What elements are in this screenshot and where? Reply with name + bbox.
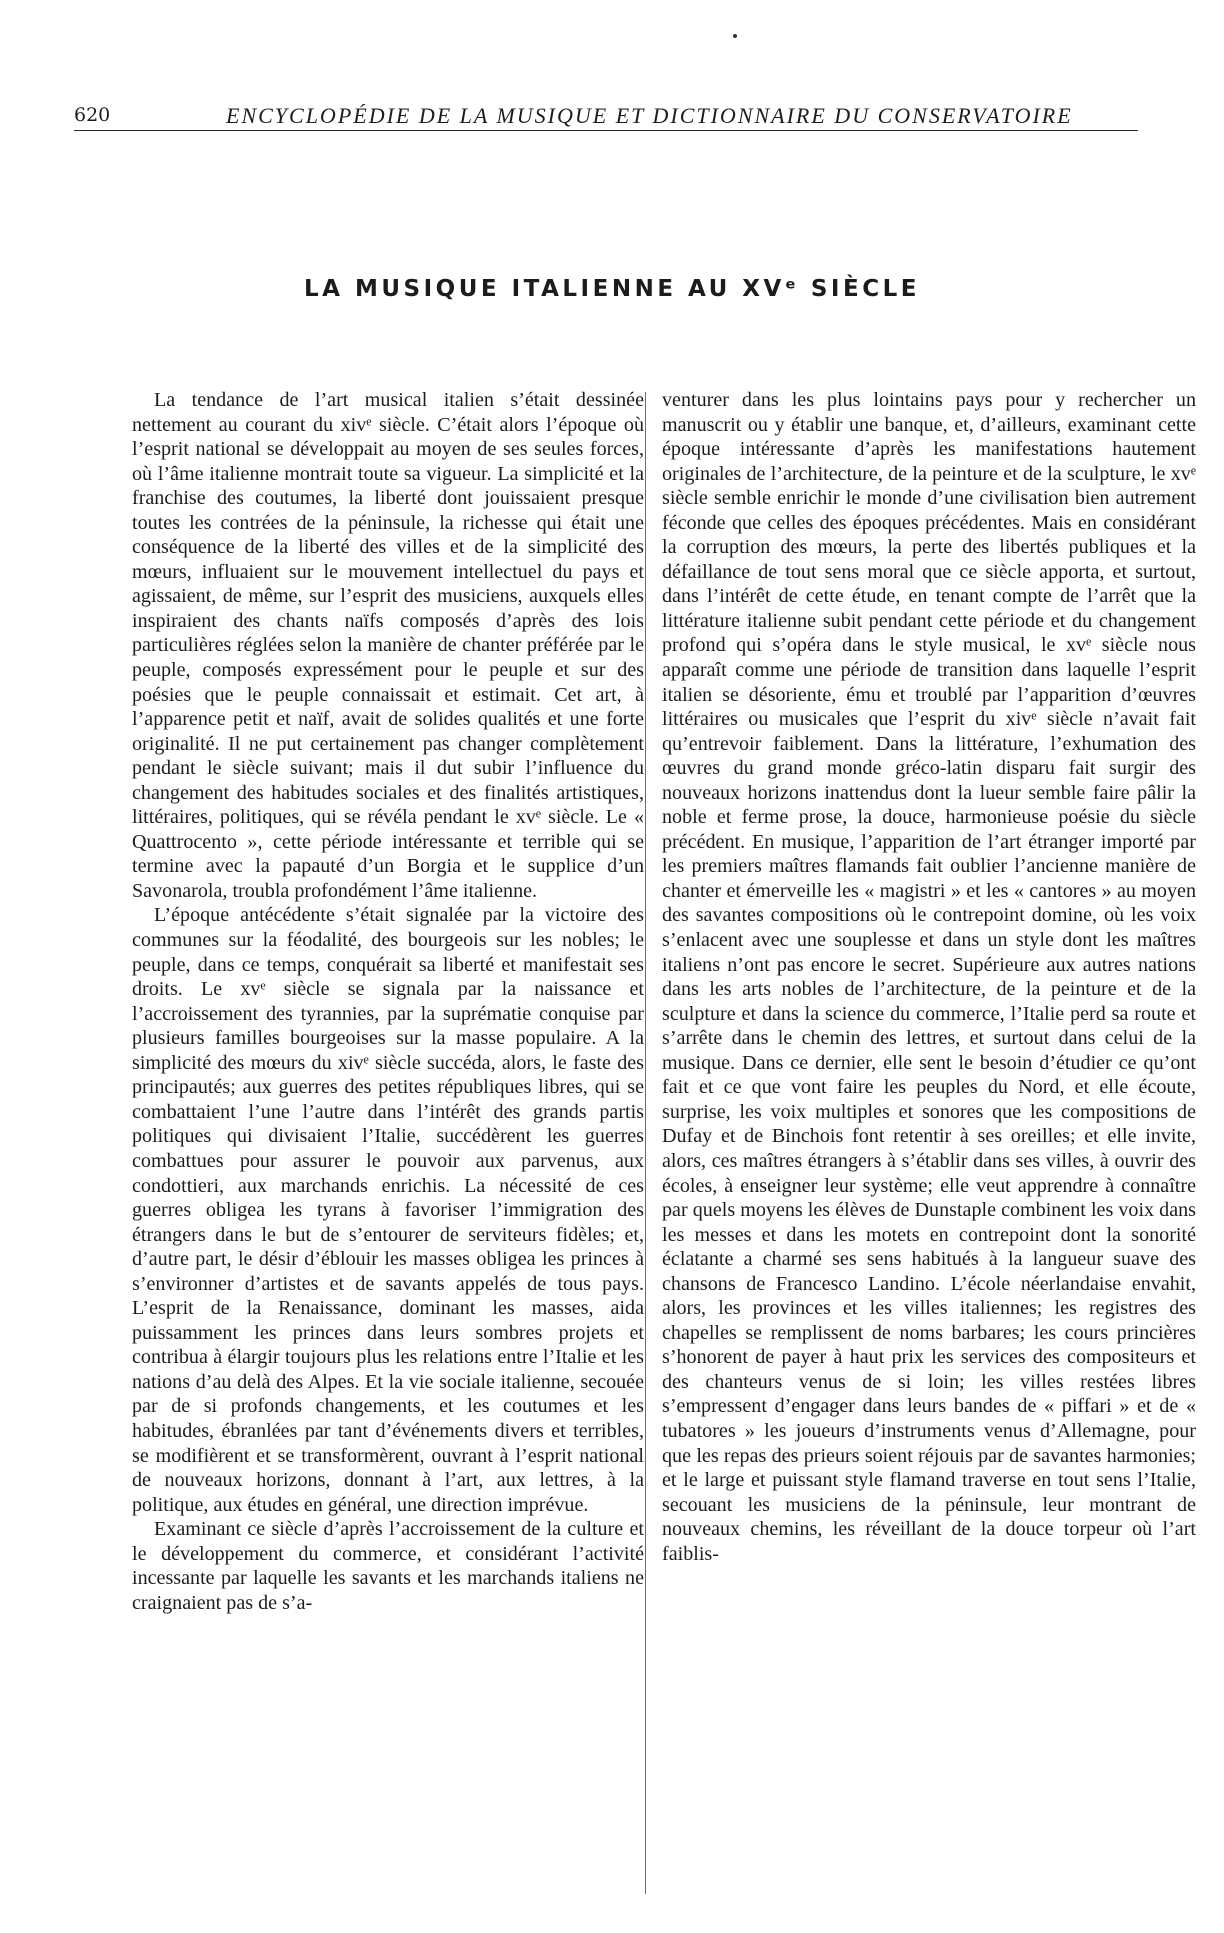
column-divider bbox=[645, 392, 646, 1894]
page-number: 620 bbox=[74, 104, 111, 126]
paragraph: La tendance de l’art musical italien s’était dessinée nettement au courant du xivᵉ siècle. C’était alors l’époque où l’esprit national se développait au moyen de ses seules forces, où l’âme italienne montrait toute sa vigueur. La simplicité et la franchise des coutumes, la liberté dont jouissaient presque toutes les contrées de la péninsule, la richesse qui était une conséquence de la liberté des villes et de la simplicité des mœurs, influaient sur le mouvement intellectuel du pays et agissaient, de même, sur l’esprit des musiciens, auxquels elles inspiraient des chants naïfs composés d’après des lois particulières réglées selon la manière de chanter préférée par le peuple, composés expressément pour le peuple et sur des poésies que le peuple connaissait et estimait. Cet art, à l’apparence petit et naïf, avait de solides qualités et une forte originalité. Il ne put certainement pas changer complètement pendant le siècle suivant; mais il dut subir l’influence du changement des habitudes sociales et des finalités artistiques, littéraires, politiques, qui se révéla pendant le xvᵉ siècle. Le « Quattrocento », cette période intéressante et terrible qui se termine avec la papauté d’un Borgia et le supplice d’un Savonarola, troubla profondément l’âme italienne. bbox=[132, 389, 644, 902]
paragraph: venturer dans les plus lointains pays pour y rechercher un manuscrit ou y établir une banque, et, d’ailleurs, examinant cette époque intéressante d’après les manifestations hautement originales de l’architecture, de la peinture et de la sculpture, le xvᵉ siècle semble enrichir le monde d’une civilisation bien autrement féconde que celles des époques précédentes. Mais en considérant la corruption des mœurs, la perte des libertés publiques et la défaillance de tout sens moral que ce siècle apporta, et surtout, dans l’intérêt de cette étude, en tenant compte de l’arrêt que la littérature italienne subit pendant cette période et du changement profond qui s’opéra dans le style musical, le xvᵉ siècle nous apparaît comme une période de transition dans laquelle l’esprit italien se désoriente, ému et troublé par l’apparition d’œuvres littéraires ou musicales que l’esprit du xivᵉ siècle n’avait fait qu’entrevoir faiblement. Dans la littérature, l’exhumation des œuvres du grand monde gréco-latin disparu fait surgir des nouveaux horizons inattendus dont la lueur semble faire pâlir la noble et ferme prose, la douce, harmonieuse poésie du siècle précédent. En musique, l’apparition de l’art étranger importé par les premiers maîtres flamands fait oublier l’ancienne manière de chanter et émerveille les « magistri » et les « cantores » au moyen des savantes compositions où le contrepoint domine, où les voix s’enlacent avec une souplesse et dans un style dont les maîtres italiens n’ont pas encore le secret. Supérieure aux autres nations dans les arts nobles de l’architecture, de la peinture et de la sculpture et dans la science du commerce, l’Italie perd sa route et s’arrête dans le chemin des lettres, et surtout dans celui de la musique. Dans ce dernier, elle sent le besoin d’étudier ce qu’ont fait et ce que vont faire les peuples du Nord, et elle écoute, surprise, les voix multiples et sonores que les compositions de Dufay et de Binchois font retentir à ses oreilles; et elle invite, alors, ces maîtres étrangers à s’établir dans ses villes, à ouvrir des écoles, à enseigner leur système; elle veut apprendre à connaître par quels moyens les élèves de Dunstaple combinent les voix dans les messes et dans les motets en contrepoint dont la sonorité éclatante a charmé ses sens habitués à la langueur suave des chansons de Francesco Landino. L’école néerlandaise envahit, alors, les provinces et les villes italiennes; les registres des chapelles se remplissent de noms barbares; les cours princières s’honorent de payer à haut prix les services des compositeurs et des chanteurs venus de si loin; les villes restées libres s’empressent d’engager dans leurs bandes de « piffari » et de « tubatores » les joueurs d’instruments venus d’Allemagne, pour que les repas des prieurs soient réjouis par de savantes harmonies; et le large et puissant style flamand traverse en tout sens l’Italie, secouant les musiciens de la péninsule, leur montrant de nouveaux chemins, les réveillant de la douce torpeur où l’art faiblis- bbox=[662, 389, 1196, 1565]
left-column bbox=[132, 388, 644, 1615]
running-title: ENCYCLOPÉDIE DE LA MUSIQUE ET DICTIONNAIRE DU CONSERVATOIRE bbox=[226, 103, 1073, 128]
right-column bbox=[662, 388, 1196, 1566]
paragraph: L’époque antécédente s’était signalée par la victoire des communes sur la féodalité, des bourgeois sur les nobles; le peuple, dans ce temps, conquérait sa liberté et manifestait ses droits. Le xvᵉ siècle se signala par la naissance et l’accroissement des tyrannies, par la suprématie conquise par plusieurs familles bourgeoises sur la masse populaire. A la simplicité des mœurs du xivᵉ siècle succéda, alors, le faste des principautés; aux guerres des petites républiques libres, qui se combattaient l’une l’autre dans l’intérêt des grands partis politiques qui divisaient l’Italie, succédèrent les guerres combattues pour assurer le pouvoir aux parvenus, aux condottieri, aux marchands enrichis. La nécessité de ces guerres obligea les tyrans à favoriser l’immigration des étrangers dans le but de s’entourer de serviteurs fidèles; et, d’autre part, le désir d’éblouir les masses obligea les princes à s’environner d’artistes et de savants appelés de tous pays. L’esprit de la Renaissance, dominant les masses, aida puissamment les princes dans leurs sombres projets et contribua à élargir toujours plus les relations entre l’Italie et les nations d’au delà des Alpes. Et la vie sociale italienne, secouée par de si profonds changements, et les coutumes et les habitudes, ébranlées par tant d’événements divers et terribles, se modifièrent et se transformèrent, ouvrant à l’esprit national de nouveaux horizons, donnant à l’art, aux lettres, à la politique, aux études en général, une direction imprévue. bbox=[132, 904, 644, 1516]
article-title: LA MUSIQUE ITALIENNE AU XVᵉ SIÈCLE bbox=[304, 276, 920, 302]
running-header bbox=[74, 102, 1138, 131]
paragraph: Examinant ce siècle d’après l’accroissement de la culture et le développement du commerce, et considérant l’activité incessante par laquelle les savants et les marchands italiens ne craignaient pas de s’a- bbox=[132, 1518, 644, 1614]
print-dot-mark bbox=[733, 34, 737, 38]
